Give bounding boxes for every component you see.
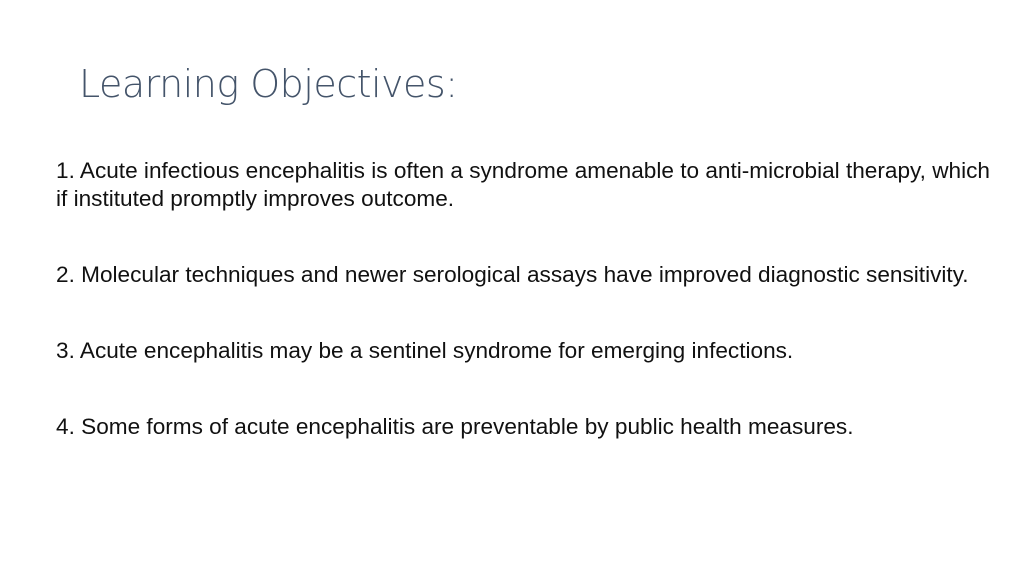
objective-item-1: 1. Acute infectious encephalitis is often a syndrome amenable to anti-microbial therapy, which if instituted promptly improves outcome. (56, 158, 990, 211)
objective-item-4: 4. Some forms of acute encephalitis are preventable by public health measures. (56, 414, 854, 439)
slide-title: Learning Objectives: (79, 62, 458, 106)
objective-item-3: 3. Acute encephalitis may be a sentinel syndrome for emerging infections. (56, 338, 794, 363)
objective-item-2: 2. Molecular techniques and newer serological assays have improved diagnostic sensitivity. (56, 262, 969, 287)
objectives-list (56, 157, 991, 489)
